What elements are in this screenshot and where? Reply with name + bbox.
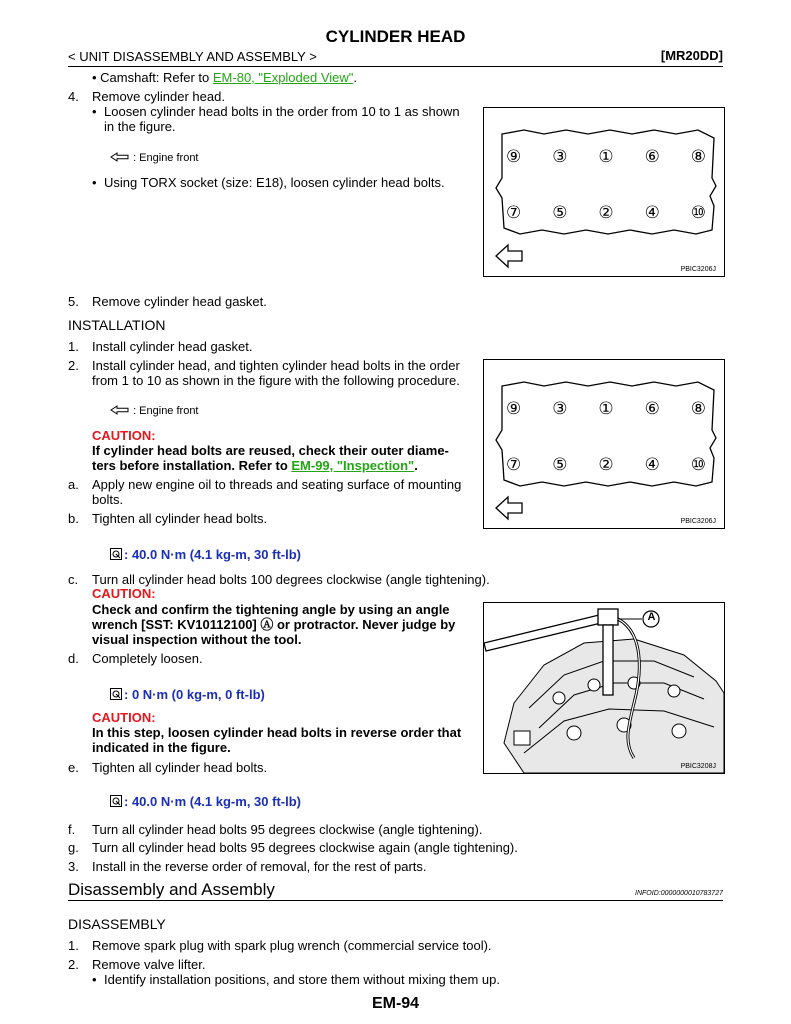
em80-link[interactable]: EM-80, "Exploded View" [212,70,354,85]
page-number: EM-94 [371,995,420,1012]
bolt-1: ① [598,147,614,166]
step-f: Turn all cylinder head bolts 95 degrees clockwise (angle tightening). [92,822,483,837]
install-step-3: Install in the reverse order of removal, for the rest of parts. [92,859,427,874]
engine-front-arrow-icon [496,245,522,267]
bolt-6: ⑥ [644,147,660,166]
figure-code: PBIC3206J [680,266,716,273]
section-rule [68,900,723,901]
step-d: Completely loosen. [92,651,203,666]
caution-label: CAUTION: [92,428,156,443]
breadcrumb: < UNIT DISASSEMBLY AND ASSEMBLY > [68,49,317,64]
disassembly-step-1: Remove spark plug with spark plug wrench (commercial service tool). [92,938,492,953]
step-c: Turn all cylinder head bolts 100 degrees clockwise (angle tightening). [92,572,490,587]
bolt-8: ⑧ [690,147,706,166]
disassembly-heading: DISASSEMBLY [68,916,166,932]
bolt-tightening-figure: ⑨ ③ ① ⑥ ⑧ ⑦ ⑤ ② ④ ⑩ PBIC3206J [483,359,725,529]
engine-front-legend-2: : Engine front [110,405,199,417]
valve-lifter-bullet: Identify installation positions, and store them without mixing them up. [104,972,500,987]
engine-front-arrow-icon [110,152,130,162]
torque-wrench-icon [110,795,122,807]
step-e: Tighten all cylinder head bolts. [92,760,268,775]
engine-code: [MR20DD] [660,48,723,63]
bolt-7: ⑦ [506,203,522,222]
step-5: Remove cylinder head gasket. [92,294,267,309]
camshaft-bullet: • Camshaft: Refer to EM-80, "Exploded View". [92,70,358,85]
torque-spec-2: : 0 N·m (0 kg-m, 0 ft-lb) [110,687,265,702]
step-4: Remove cylinder head. [92,89,225,104]
engine-front-arrow-icon [110,405,130,415]
bolt-9: ⑨ [506,147,522,166]
bolt-5: ⑤ [552,203,568,222]
engine-front-legend-1: : Engine front [110,152,199,164]
install-step-1: Install cylinder head gasket. [92,339,253,354]
installation-heading: INSTALLATION [68,317,166,333]
header-rule [68,66,723,67]
info-id: INFOID:0000000010783727 [635,890,723,897]
bolt-3: ③ [552,147,568,166]
torx-bullet: Using TORX socket (size: E18), loosen cylinder head bolts. [104,175,445,190]
bolt-2: ② [598,203,614,222]
torque-spec-3: : 40.0 N·m (4.1 kg-m, 30 ft-lb) [110,794,301,809]
bolt-10: ⑩ [690,203,706,222]
em99-link[interactable]: EM-99, "Inspection" [291,458,415,473]
label-a: A [647,611,656,623]
page-title: CYLINDER HEAD [325,27,466,46]
section-heading: Disassembly and Assembly [68,880,275,899]
torque-wrench-icon [110,548,122,560]
step-a: Apply new engine oil to threads and seating surface of mounting [92,477,462,492]
step-b: Tighten all cylinder head bolts. [92,511,268,526]
bolt-4: ④ [644,203,660,222]
torque-wrench-icon [110,688,122,700]
bolt-loosening-figure [483,107,725,277]
angle-wrench-figure: A PBIC3208J [483,602,725,774]
step-g: Turn all cylinder head bolts 95 degrees clockwise again (angle tightening). [92,840,518,855]
install-step-2: Install cylinder head, and tighten cylinder head bolts in the order [92,358,460,373]
disassembly-step-2: Remove valve lifter. [92,957,206,972]
torque-spec-1: : 40.0 N·m (4.1 kg-m, 30 ft-lb) [110,547,301,562]
